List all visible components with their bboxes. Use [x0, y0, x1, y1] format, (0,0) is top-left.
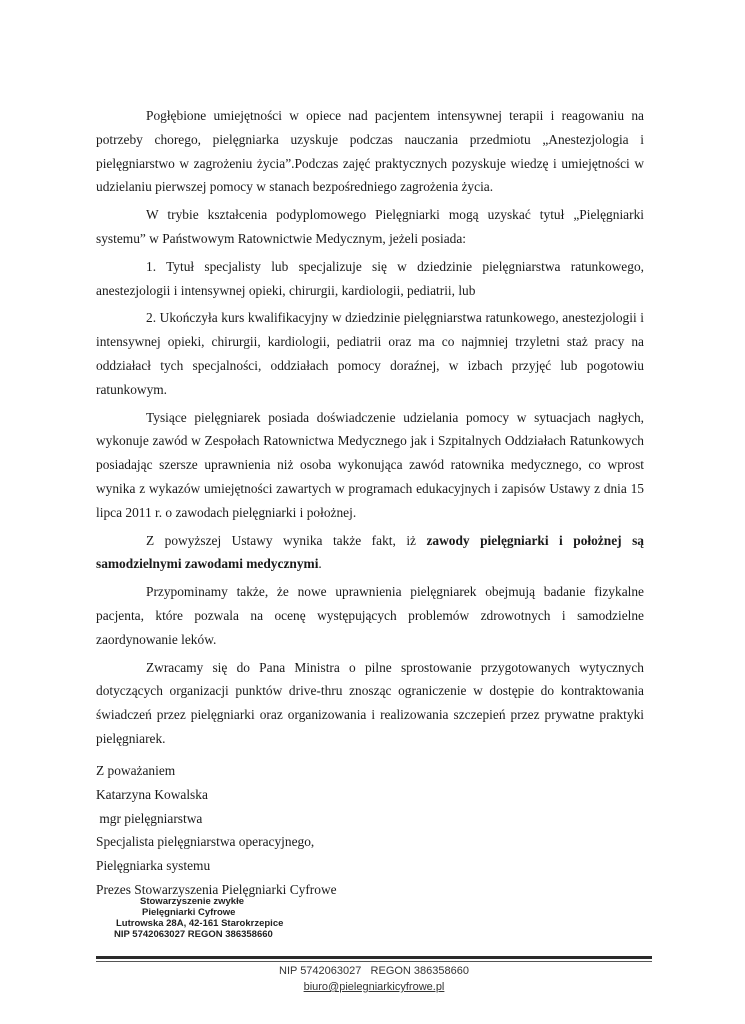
signer-title-3: Prezes Stowarzyszenia Pielęgniarki Cyfrowe — [96, 881, 337, 897]
paragraph-4 — [96, 529, 644, 577]
signer-title-2: Pielęgniarka systemu — [96, 858, 211, 874]
stamp-line-3: Lutrowska 28A, 42-161 Starokrzepice — [116, 918, 284, 929]
letter-body — [96, 104, 644, 751]
organization-stamp — [112, 896, 292, 940]
paragraph-2: W trybie kształcenia podyplomowego Pielęgniarki mogą uzyskać tytuł „Pielęgniarki systemu” w Państwowym Ratownictwie Medycznym, jeżeli posiada: — [96, 207, 644, 246]
closing: Z poważaniem — [96, 763, 176, 778]
signature-block — [96, 759, 516, 902]
stamp-line-2: Pielęgniarki Cyfrowe — [142, 907, 236, 918]
paragraph-3: Tysiące pielęgniarek posiada doświadczenie udzielania pomocy w sytuacjach nagłych, wykonuje zawód w Zespołach Ratownictwa Medycznego jak i Szpitalnych Oddziałach Ratunkowych posiadając szersze uprawnienia niż osoba wykonująca zawód ratownika medycznego, co wprost wynika z wykazów umiejętności zawartych w programach edukacyjnych i zapisów Ustawy z dnia 15 lipca 2011 r. o zawodach pielęgniarki i położnej. — [96, 409, 644, 520]
stamp-line-4: NIP 5742063027 REGON 386358660 — [114, 929, 273, 940]
list-item-2: 2. Ukończyła kurs kwalifikacyjny w dziedzinie pielęgniarstwa ratunkowego, anestezjologii i intensywnej opieki, chirurgii, kardiologii, pediatrii oraz ma co najmniej trzyletni staż pracy na oddziałacł tych specjalności, oddziałach pomocy doraźnej, w izbach przyjęć lub pogotowiu ratunkowym. — [96, 310, 644, 397]
signer-degree: mgr pielęgniarstwa — [96, 810, 203, 826]
footer-divider-thin — [96, 961, 652, 962]
paragraph-5: Przypominamy także, że nowe uprawnienia pielęgniarek obejmują badanie fizykalne pacjenta, które pozwala na ocenę występujących problemów zdrowotnych i samodzielne zaordynowanie leków. — [96, 584, 644, 647]
signer-title-1: Specjalista pielęgniarstwa operacyjnego, — [96, 834, 315, 850]
footer-email-link[interactable]: biuro@pielegniarkicyfrowe.pl — [303, 981, 445, 993]
paragraph-4-start: Z powyższej Ustawy wynika także fakt, iż — [146, 532, 427, 548]
signer-name: Katarzyna Kowalska — [96, 786, 208, 802]
paragraph-6: Zwracamy się do Pana Ministra o pilne sprostowanie przygotowanych wytycznych dotyczących organizacji punktów drive-thru znosząc ograniczenie w dostępie do kontraktowania świadczeń przez pielęgniarki oraz organizowania i realizowania szczepień przez prywatne praktyki pielęgniarek. — [96, 659, 644, 746]
list-item-1: 1. Tytuł specjalisty lub specjalizuje się w dziedzinie pielęgniarstwa ratunkowego, anestezjologii i intensywnej opieki, chirurgii, kardiologii, pediatrii, lub — [96, 258, 644, 298]
footer-ids: NIP 5742063027 REGON 386358660 — [279, 965, 469, 977]
paragraph-4-bold: zawody pielęgniarki i położnej są samodzielnymi zawodami medycznymi — [96, 532, 644, 572]
paragraph-1: Pogłębione umiejętności w opiece nad pacjentem intensywnej terapii i reagowaniu na potrzeby chorego, pielęgniarka uzyskuje podczas nauczania przedmiotu „Anestezjologia i pielęgniarstwo w zagrożeniu życia”.Podczas zajęć praktycznych pozyskuje wiedzę i umiejętności w udzielaniu pierwszej pomocy w stanach bezpośredniego zagrożenia życia. — [96, 108, 644, 195]
stamp-line-1: Stowarzyszenie zwykłe — [140, 896, 245, 907]
paragraph-4-end: . — [318, 556, 322, 572]
footer-divider — [96, 956, 652, 959]
